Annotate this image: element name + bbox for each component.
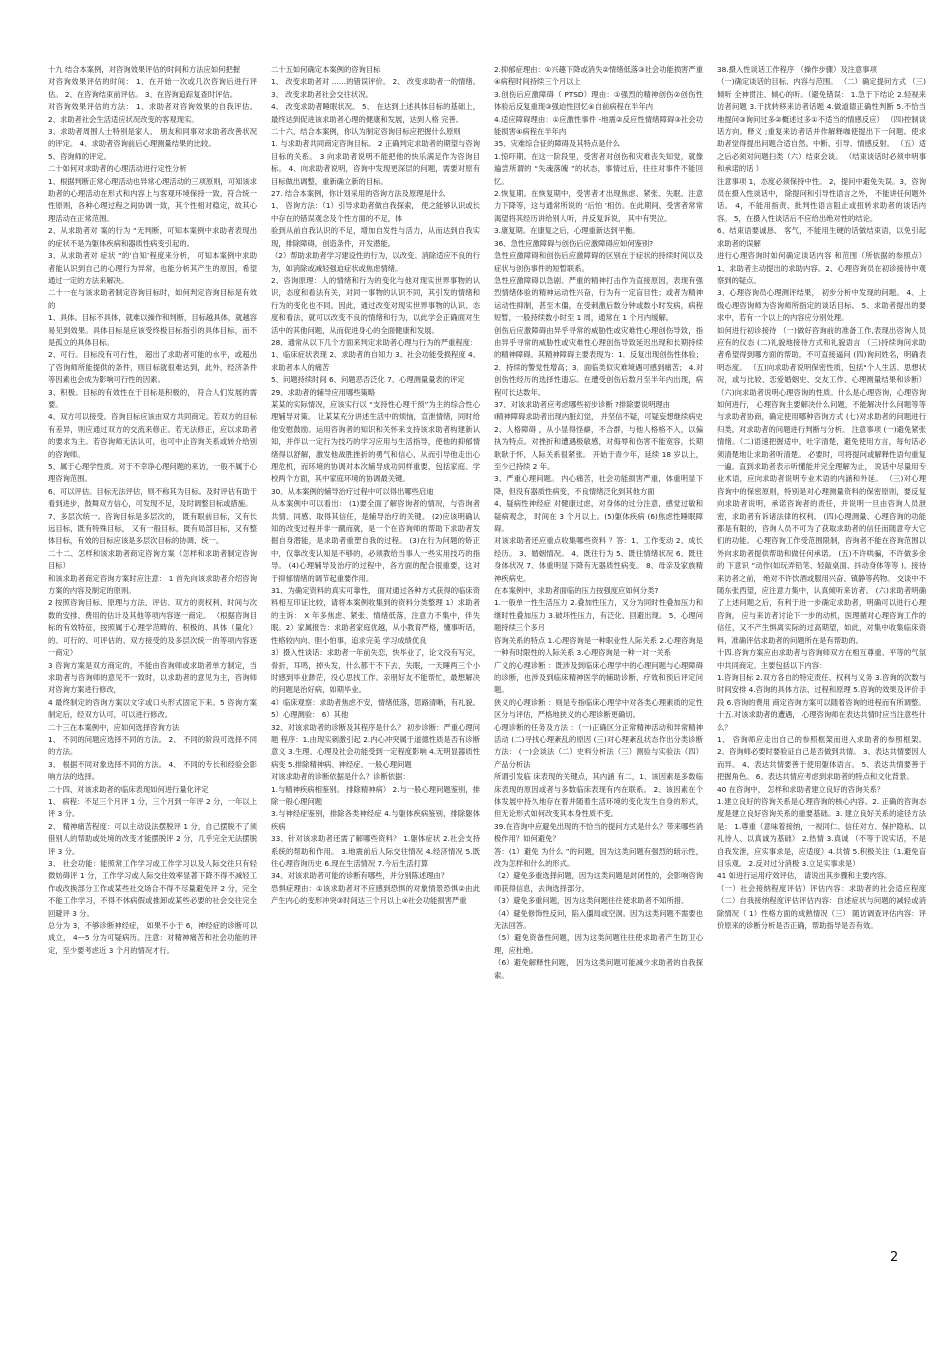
paragraph: 1、具体。目标不具体，就难以操作和判断，目标越具体，就越容易见到效果。具体目标是应该受终极目标指引的具体目标，而不是孤立的具体目标。 bbox=[48, 313, 257, 347]
paragraph: 32、对该求助者的诊断及其程序是什么？ 初步诊断：严重心理问题 程序：1.由现实刺激引起 2.内心冲突属于道德性质是否有诊断意义 3.生理、心理及社会功能受到一定程度影响 4.无明显器质性病变 5.排除精神病、神经症、一般心理问题 bbox=[271, 722, 480, 769]
text-column-4 bbox=[717, 64, 926, 1264]
paragraph: 30、从本案例的辅导治疗过程中可以得出哪些启迪 bbox=[271, 486, 434, 496]
paragraph: 广义的心理诊断 ：既涉及到临床心理学中的心理问题与心理障碍的诊断，也涉及到临床精神医学的辅助诊断，疗效和预后评定问题。 bbox=[494, 660, 703, 695]
paragraph: 2、从求助者对 案的行为 “无判断，可知本案例中求助者表现出的症状不是为躯体疾病和器质性病变引起的。 bbox=[48, 226, 257, 248]
paragraph: 所谓引发临 床表现的关键点，其内涵 有二，1、该因素是多数临床表现的原因或者与多数临床表现有内在联系。 2、该因素在个体发展中持久地存在着并随着生活环境的变化发生自身的形式，但无论形式如何改变其本身性质不变。 bbox=[494, 772, 703, 819]
paragraph: 某某的实际情况，应该实行以 “支持性心理干预”为主的综合性心理辅导对策。 让某某充分讲述生活中的烦恼，宣泄情绪，同时给他安慰鼓励。运用咨询者的知识和关怀来支持该求助者构建新认知，并伴以一定行为技巧的学习应用与生活指导，使他的抑郁情绪得以舒解，激发他战胜挫折的勇气和信心，从而引导他走出心理危机，而环境的协调对本次辅导成功同样重要，包括家庭、学校两个方面，其中家庭环境的协调最关键。 bbox=[271, 399, 480, 484]
text-column-1 bbox=[48, 64, 257, 1264]
paragraph: 41 如进行运用疗效评估， 请说出其步骤和主要内容。 bbox=[717, 871, 892, 881]
paragraph: 6、可以评估。目标无法评估，则不称其为目标。及时评估有助于看到进步，鼓舞双方信心，可发现不足，及时调整目标或措施。 bbox=[48, 486, 257, 509]
paragraph: 和该求助者商定咨询方案时应注意： 1 首先向该求助者介绍咨询方案的内容及制定的原则。 bbox=[48, 573, 257, 596]
paragraph: 3、从求助者对 症状 “的‘自知’程度来分析， 可知本案例中求助者能认识到自己的心理行为异常，也能分析其产生的原因，希望通过一定的方法来解决。 bbox=[48, 251, 257, 285]
paragraph: 3、心理咨询员心理测评结果， 初步分析中发现的问题。 4、上级心理咨询师为咨询师所指定的谈话目标。 5、求助者提出的要求中，若有一个以上的内容应分别处理。 bbox=[717, 288, 926, 323]
paragraph: 27. 结合本案例，你计划采用的咨询方法及原理是什么 bbox=[271, 189, 446, 199]
document-page bbox=[48, 64, 928, 1264]
paragraph: 1.一般单一性生活压力 2.叠加性压力，又分为同时性叠加压力和继时性叠加压力 3.破坏性压力，有泛化、回避出现。 5、心理问题持续三个多月 bbox=[494, 598, 703, 633]
paragraph: 2 按照咨询目标、原理与方法、评估、双方的责权利、时间与次数的安排、费用的估计及其他等项内容逐一商定。 （根据咨询目标的有效特征，按照属于心理学范畴的、积极的、具体（量化）的、可行的、可评估的、双方接受的及多层次统一的等项内容逐一商定） bbox=[48, 598, 257, 658]
paragraph: 从本案例中可以看出： (1)要全面了解咨询者的情况，与咨询者共情、同感、取得其信任，是辅导治疗的关键。 (2)应该明确认知的改变过程并非一蹴而就，是一个在咨询师的帮助下求助者发掘自身潜能，是求助者重塑自我的过程。 (3)在行为问题的矫正中，仅靠改变认知是不够的，必须教给当事人一些实用技巧的指导。 (4)心理辅导及治疗的过程中，各方面的配合很重要，这对于抑郁情绪的调节起重要作用。 bbox=[271, 499, 480, 583]
paragraph: 3、求助者周围人士特别是家人、 朋友和同事对求助者改善状况的评定。 4、求助者咨询前后心理测量结果的比较。 bbox=[48, 127, 257, 149]
paragraph: 狭义的心理诊断 ：则是专指临床心理学中对各类心理素质的定性区分与评估，严格地狭义的心理诊断更确切。 bbox=[494, 697, 703, 720]
paragraph: 2、咨询原理：人的情绪和行为的变化与他对现实世界事物的认识，态度和看法有关，对同一事物的认识不同，其引发的情绪和行为的变化也不同。因此，通过改变对现实世界事物的认识、态度和看法，就可以改变不良的情绪和行为，以此学会正确面对生活中的其他问题，从而促进身心的全面健康和发展。 bbox=[271, 275, 480, 335]
paragraph: 2、人格障碍 ，从小显得怪癖，不合群，与他人格格不入，以偏执为特点。对挫折和遭遇极敏感，对侮辱和伤害不能宽容，长期耿耿于怀，人际关系很紧张。 开始于青少年，延续 18 岁以上，至少已持续 2 年。 bbox=[494, 424, 703, 471]
paragraph: 十五.对该求助者的遭遇， 心理咨询师在表达共情时应当注意些什么？ bbox=[717, 710, 926, 732]
paragraph: 3 咨询方案是双方商定的，不能由咨询师或求助者单方制定，当求助者与咨询师的意见不一致时，以求助者的意见为主，咨询师对咨询方案进行修改， bbox=[48, 660, 257, 695]
paragraph: 33、针对该求助者还需了解哪些资料？ 1.躯体症状 2.社会支持系统的帮助和作用。 3.地震前后人际交往情况 4.经济情况 5.既往心理咨询历史 6.现在生活情况 7.今后生活打算 bbox=[271, 834, 480, 868]
paragraph: 7、多层次统一。咨询目标是多层次的， 既有眼前目标，又有长远目标，既有特殊目标， 又有一般目标，既有局部目标，又有整体目标，有效的目标应该是多层次目标的协调、统一。 bbox=[48, 511, 257, 546]
text-column-3 bbox=[494, 64, 703, 1264]
paragraph: 38.摄入性谈话工作程序 （操作步骤）及注意事项 bbox=[717, 65, 877, 74]
paragraph: 1. 与求助者共同商定咨询目标。 2 正确判定求助者的期望与咨询目标的关系。 3 向求助者说明不能把他的快乐满足作为咨询目标。 4、向求助者说明，咨询中发现更深层的问题，需要对原有目标做出调整，重新确立新的目标。 bbox=[271, 139, 480, 186]
paragraph: 4.适应障碍理由：①应激性事件 -地震②反应性情绪障碍③社会功能损害④病程在半年内 bbox=[494, 114, 703, 137]
paragraph: 二十三在本案例中，应如何选择咨询方法 bbox=[48, 722, 180, 732]
paragraph: 二十四、对该求助者的临床表现如何进行量化评定 bbox=[48, 784, 209, 794]
paragraph: 1、根据判断正常心理活动也异常心理活动的三项原则，可知该求助者的心理活动在形式和内容上与客观环境保持一致，符合统一性原则，各种心理过程之间协调一致，其个性相对稳定，故其心理活动在正常范围。 bbox=[48, 176, 257, 223]
paragraph: 创伤后应激障碍由异乎寻常的威胁性或灾难性心理创伤导致，指由异乎寻常的威胁性或灾难性心理创伤导致延迟出现和长期持续的精神障碍。其精神障碍主要表现为：1．反复出现创伤性体验；2．持续的警觉性增高；3．面临类似灾难境遇可感到痛苦； 4.对创伤性经历的选择性遗忘。在遭受创伤后数月至半年内出现，病程可长达数年。 bbox=[494, 325, 703, 397]
paragraph: （6）避免解释性问题， 因为这类问题可能减少求助者的自我探索。 bbox=[494, 958, 703, 980]
paragraph: 3）摄入性谈话：求助者一年前失恋，快毕业了，论文没有写完，骨折，耳鸣，掉头发，什么都干不下去，失眠，一天睡两三个小时感到毕业渺茫，没心思找工作。亲朋好友不能帮忙，最想解决的问题是治好病，如期毕业。 bbox=[271, 648, 480, 695]
paragraph: 3、积极。目标的有效性在于目标是积极的， 符合人们发展的需要。 bbox=[48, 387, 257, 409]
paragraph: 十九 结合本案例，对咨询效果评估的时间和方法应如何把握 bbox=[48, 65, 241, 74]
paragraph: 5、咨询师的评定。 bbox=[48, 151, 112, 161]
paragraph: 二十二、怎样和该求助者商定咨询方案（怎样和求助者制定咨询目标） bbox=[48, 548, 257, 571]
paragraph: 39.在咨询中应避免出现的不恰当的提问方式是什么？带来哪些消极作用？如何避免？ bbox=[494, 821, 703, 844]
paragraph: 1、临床症状表现 2、求助者的自知力 3、社会功能受损程度 4、求助者本人的痛苦 bbox=[271, 350, 480, 372]
paragraph: 3、 根据不同对象选择不同的方法。 4、 不同的专长和经验会影响方法的选择。 bbox=[48, 759, 257, 782]
paragraph: 4、 改变求助者睡眠状况。 5、 在达到上述具体目标的基础上，最终达到促进该求助者心理的健康和发展，达到人格 完善。 bbox=[271, 102, 480, 124]
paragraph: （一）社会接纳程度评估）评估内容：求助者的社会适应程度（二）自我接纳程度评估评估内容：自述症状与问题的减轻或消除情况（ 1）性格方面的成熟情况（三） 随访调查评估内容：评价原来的诊断分析是否正确，帮助指导是否有效。 bbox=[717, 883, 926, 931]
paragraph: 注意事项 1，态度必须保持中性。 2，提问中避免失误。3，咨询员在摄入性谈话中， 除提问和引导性语言之外， 不能讲任何题外话。 4，不能用指责、批判性语言阻止或扭转求助者的谈话内容。 5，在摄入性谈话后不应给出绝对性的结论。 bbox=[717, 176, 926, 223]
paragraph: 4 最终制定的咨询方案以文字或口头形式固定下来。5 咨询方案制定后，经双方认可，可以进行修改。 bbox=[48, 697, 257, 720]
paragraph: 1、 病程：不足三个月评 1 分，三个月到一年评 2 分，一年以上评 3 分。 bbox=[48, 796, 257, 819]
paragraph: 在本案例中，求助者面临的压力按强度应如何分类? bbox=[494, 586, 659, 596]
paragraph: 二十如何对求助者的心理活动进行定性分析 bbox=[48, 164, 187, 174]
paragraph: 1、 咨询方法：（1）引导求助者做自我探索， 使之能够认识或长中存在的错误观念及个性方面的不足，体 bbox=[271, 201, 480, 223]
paragraph: （一)确定谈话的目标、内容与范围。 （二）确定提问方式 （三)倾听 全神贯注、倾心的听。（避免错误： 1.急于下结论 2.轻视来访者问题 3.干扰转移来访者话题 4.做道德正确性判断 5.不恰当地提问③询问过多②概述过多①不适当的情感反应） （四)控制谈话方向。释义 ;重复来访者话并作解释咖使提出下一问题。使求助者觉得提出问题合适自然。中断、引导、情感反射。 （五）适之后必须对问题扫类（六）结束会谈。 （结束谈话时必须申明事和承诺的话 ） bbox=[717, 77, 926, 174]
paragraph: 3、严重心理问题。 内心痛苦，社会功能损害严重，体重明显下降，但没有器质性病变，不良情绪泛化到其他方面 bbox=[494, 474, 703, 496]
paragraph: （3）避免多重问题，因为这类问题往往使求助者不知所措。 bbox=[494, 896, 689, 906]
paragraph: 对该求助者还应重点收集哪些资料 ？答：1、工作变动 2、成长经历。 3、婚姻情况。 4、既往行为 5、既往情绪状况 6、既往身体状况 7、体重明显下降有无器质性病变。 8、母亲及家族精神疾病史。 bbox=[494, 536, 703, 583]
paragraph: 二十六、结合本案例，你认为制定咨询目标应把握什么原则 bbox=[271, 127, 461, 137]
paragraph: （2）避免多重选择问题，因为这类问题是封闭性的，会影响咨询师获得信息，去询选择部分。 bbox=[494, 871, 703, 893]
paragraph: 4、双方可以接受。咨询目标应该由双方共同商定。若双方的目标有差异，则应通过双方的交流来修正。若无法修正，应以求助者的要求为主。若咨询师无法认可，也可中止咨询关系或转介给别的咨询师。 bbox=[48, 412, 257, 459]
paragraph: （2）帮助求助者学习建设性的行为，以改变、消除适应不良的行为，如消除或减轻强迫症状或焦虑情绪。 bbox=[271, 251, 480, 273]
paragraph: 验到从前自我认识的不足，增加自发性与活力，从而达到自我实现，排除障碍，创造条件，开发潜能。 bbox=[271, 226, 480, 248]
paragraph: 4）临床观察：求助者焦虑不安，情绪低落，思路清晰，有礼貌。 bbox=[271, 697, 480, 707]
paragraph: 1.建立良好的咨询关系是心理咨询的核心内容。2. 正确的咨询态度是建立良好咨询关系的重要基础。3. 建立良好关系的途径方法是： 1.尊重（意味着接纳，一视同仁、信任对方、保护隐私、以礼待人、以真诚为基础） 2.热情 3.真诚 （不等于说实话，不是自我发泄，应实事求是，应适度）4.共情 5.积极关注（1.避免盲目乐观。 2.反对过分消极 3.立足实事求是） bbox=[717, 796, 926, 868]
paragraph: 1.与精神疾病相鉴别。 排除精神病） 2.与一般心理问题鉴别，排除一般心理问题 bbox=[271, 784, 480, 806]
paragraph: 咨询关系的特点 1.心理咨询是一种职业性人际关系 2.心理咨询是一种有时限性的人际关系 3.心理咨询是一种一对一关系 bbox=[494, 635, 703, 658]
paragraph: 1.咨询目标 2.双方各自的特定责任、权利与义务 3.咨询的次数与时间安排 4.咨询的具体方法、过程和原理 5.咨询的效果及评价手段 6.咨询的费用 商定咨询方案可以随着咨询的进程而有所调整。 bbox=[717, 672, 926, 707]
paragraph: 29、求助者的辅导应用哪些策略 bbox=[271, 387, 376, 397]
paragraph: 40 在咨询中， 怎样和求助者建立良好的咨询关系？ bbox=[717, 784, 885, 794]
paragraph: 总分为 3，不够诊断神经症， 如果不小于 6，神经症的诊断可以成立， 4—5 分为可疑病历。注意：对精神痛苦和社会功能的评定，至少要考虑近 3 个月的情况才行。 bbox=[48, 921, 257, 955]
paragraph: 二十一在与该求助者制定咨询目标时，如何判定咨询目标是有效的 bbox=[48, 288, 257, 310]
paragraph: 3、 社会功能：能照常工作学习或工作学习以及人际交往只有轻微妨碍评 1 分，工作学习或人际交往效率显著下降不得不减轻工作或改换部分工作或某些社交场合不得不尽量避免评 2 分，完全不能工作学习，不得不休病假或推卸或某些必要的社会交往完全回避评 3 分。 bbox=[48, 859, 257, 918]
paragraph: 急性应激障碍和创伤后应激障碍的区别在于症状的持续时间以及症状与创伤事件的短暂联系。 bbox=[494, 251, 703, 273]
paragraph: 2.恢复期。在恢复期中，受害者才出现焦虑、紧张、失眠、注意力下降等，这与通常所说的 ‘后怕 ’相仿。在此期间，受害者常常渴望将其经历讲给别人听，并反复诉说， 其中有哭泣。 bbox=[494, 189, 703, 223]
paragraph: 2.抑郁症理由：①兴趣下降或消失②情绪低落③社会功能损害严重④病程时间持续三个月以上 bbox=[494, 65, 703, 87]
paragraph: 2、 精神痛苦程度：可以主动设法摆脱评 1 分，自己摆脱不了须借别人的帮助或处境的改变才能摆脱评 2 分，几乎完全无法摆脱评 3 分。 bbox=[48, 821, 257, 856]
paragraph: 恐惧症理由：①该求助者对不应感到恐惧的对象情景恐惧②由此产生内心的变形冲突③时间达三个月以上④社会功能损害严重 bbox=[271, 883, 480, 906]
paragraph: 5、属于心理学性质。对于不幸诤心理问题的来访，一般不属于心理咨询范围。 bbox=[48, 462, 257, 484]
paragraph: 36、急性应激障碍与创伤后应激障碍应如何鉴别? bbox=[494, 238, 654, 248]
paragraph: 28、通常从以下几个方面来判定求助者心理与行为的严重程度： bbox=[271, 337, 478, 347]
paragraph: （4）避免修饰性反问，陷入僵局或空洞。因为这类问题不需要也无法回答。 bbox=[494, 908, 703, 931]
paragraph: 进行心理咨询时如何确定谈话内容 和范围（所依据的参照点） 1、求助者主动提出的求助内容。2、心理咨询员在初诊接待中观察到的疑点。 bbox=[717, 251, 926, 285]
paragraph: 1、 改变求助者对 ……的错误评价。 2、 改变求助者一的情绪。 3、 改变求助者社会交往状况。 bbox=[271, 77, 480, 99]
paragraph: 对咨询效果评估的方法： 1、求助者对咨询效果的自我评估。 2、求助者社会生活适应状况改变的客观现实。 bbox=[48, 102, 257, 124]
paragraph: 如何进行初诊接待 （一)做好咨询前的准备工作,表现出咨询人员应有的仪态 (二)礼貌地接待方式和礼貌语言 （三)持续询问求助者希望得到哪方面的帮助，不可直接逼问 (四)询问姓名，明确表明态度。 （五)向求助者说明保密性质，包括"个人生活、思想状况，或与比较、恋爱婚姻史、交友工作、心理测量结果和诊断） （六)向求助者说明心理咨询的性质。什么是心理咨询，心理咨询如何进行， 心理咨询主要解决什么问题，不能解决什么问题等等与求助者协商，确定使用哪种咨询方式 (七)对求助者的问题进行归类。对求助者的问题进行判断与分析。 注意事项 (一)避免紧张情绪。（二)语速把握适中，吐字清楚，避免使用方言，每句话必须清楚地让求助者听清楚。 必要时，可将提问或解释性语句重复一遍。直到求助者表示听懂能并完全理解为止， 说话中尽量用专业术语，应向求助者说明专业术语的内涵和外延。 （三)对心理咨询中的保密原则，特别是对心理测量资料的保密原则，要反复向求助者说明，承诺咨询者的责任，并说明一旦由咨询人员泄密，求助者有诉诸法律的权利。 (四)心理测量、心理咨询的功能都是有限的，咨询人员不可为了获取求助者的信任而随意夸大它们的功能。 心理咨询工作受范围限制，咨询者不能在咨询范围以外向求助者提供帮助和做任何承诺。 (五)不许哄骗，不许做多余的 下意识 ”动作(如玩弄铅笔、轻敲桌面、抖动身体等等 )。接待来访者之前， 绝对不许饮酒或服用兴奋、镇静等药物。 交谈中不随东张西望，应注意力集中，认真倾听来访者。 (六)求助者明确了上述问题之后，有利于进一步确定求助者，明确可以进行心理咨询， 应与来访者讨论下一步的动机，医理循对心理咨询工作的信任，又不产生惧离实际的过高期望，如此，对集中收集临床资料，准确评估求助者的问题所在是有帮助的。 bbox=[717, 325, 926, 645]
paragraph: 对咨询效果评估的时间： 1、在开始一次或几次咨询后进行评估。 2、在咨询结束前评估。 3、在咨询追踪复查时评估。 bbox=[48, 77, 257, 99]
paragraph: 十四.咨询方案应由求助者与咨询师双方在相互尊重、平等的气氛中共同商定。主要包括以下内容： bbox=[717, 648, 926, 670]
paragraph: 2、可行。目标没有可行性， 超出了求助者可能的水平，或超出了咨询师所能提供的条件，则目标就很难达到，此外，经济条件等因素也会成为影响可行性的因素。 bbox=[48, 350, 257, 385]
paragraph: （5）避免资备性问题，因为这类问题往往使求助者产生防卫心理，应杜绝。 bbox=[494, 933, 703, 955]
paragraph: 3.与神经症鉴别，排除各类神经症 4.与躯体疾病鉴别，排除躯体疾病 bbox=[271, 809, 480, 831]
paragraph: 35、灾难综合征的障碍及其特点是什么 bbox=[494, 139, 621, 149]
paragraph: 3.创伤后应激障碍（ PTSD）理由：①强烈的精神创伤②创伤性体验后反复重现③强迫性回忆④自前病程在半年内 bbox=[494, 89, 703, 112]
paragraph: 急性应激障碍以急剧、严重的精神打击作为直接原因，表现有强烈情绪体验的精神运动性兴奋，行为有一定盲目性；或者为精神运动性抑制，甚至木僵，在受刺激后数分钟或数小时发病，病程短暂，一般持续数小时至 1 周，通常在 1 个月内缓解。 bbox=[494, 275, 703, 323]
paragraph: 34、对该求助者可能的诊断有哪些，并分别陈述理由？ bbox=[271, 871, 449, 881]
paragraph: 4、疑病性神经症 对健康过虑，对身体的过分注意，感觉过敏和疑病观念， 时间在 3 个月以上。(5)躯体疾病 (6)焦虑性睡眠障碍。 bbox=[494, 499, 703, 534]
paragraph: 3.康复期。在康复之后，心理重新达到平衡。 bbox=[494, 226, 640, 236]
paragraph: 1.惊吓期。在这一阶段里，受害者对创伤和灾难丧失知觉，就像遍尝所谓的 “失魂落魄 ”的状态，事情过后，往往对事件不能回忆。 bbox=[494, 151, 703, 186]
paragraph: 1、 不同的问题应选择不同的方法。 2、 不同的阶段可选择不同的方法。 bbox=[48, 734, 257, 757]
paragraph: Ⅰ精神障碍求助者出现内脏幻觉， 并坚信不疑，可疑妄想继续病史 bbox=[494, 412, 703, 422]
paragraph: 31、为确定资料的真实可靠性， 面对通过各种方式获得的临床资料相互印证比较，请将本案例收集到的资料分类整理 1）求助者的主诉： X 年多焦虑、紧张、情绪低落，注意力不集中，伴失眠。2）家属报告：求助者家庭优越，从小教育严格，懂事听话，性格较内向、胆小怕事，追求完美 学习成绩优良 bbox=[271, 586, 480, 645]
paragraph: 37、对该求助者应考虑哪些初步诊断 ?排除要说明理由 bbox=[494, 399, 671, 409]
page-number: 2 bbox=[890, 1250, 899, 1265]
paragraph: 5）心理测验： 6）其他 bbox=[271, 710, 349, 720]
paragraph: 对该求助者的诊断依据是什么？诊断依据： bbox=[271, 772, 410, 782]
paragraph: 二十五如何确定本案例的咨询目标 bbox=[271, 65, 381, 74]
paragraph: 1、 咨询师应走出自己的参照框架而进入求助者的参照框架。 2、咨询师必要时要验证自己是否做到共情。 3、表达共情要因人而异。 4、表达共情要善于使用躯体语言。 5、表达共情要善于把握角色。 6、表达共情应考虑到求助者的特点和文化背景。 bbox=[717, 734, 926, 782]
text-column-2 bbox=[271, 64, 480, 1264]
paragraph: 答：(1）避免 为什么 ”的问题，因为这类问题有强烈的暗示性，改为怎样和什么的形式。 bbox=[494, 846, 703, 868]
paragraph: 5、问题持续时间 6、问题恶否泛化 7、心理测量量表的评定 bbox=[271, 375, 465, 385]
paragraph: 6、结束语要诚恳、 客气，不能用生硬的话做结束语，以免引起求助者的误解 bbox=[717, 226, 926, 248]
paragraph: 心理诊断的任务及方法 ：（一)正确区分正常精神活动和异常精神活动 (二)寻找心理紊乱的原因 (三)对心理紊乱状态作出分类诊断 方法： (一)会谈法（二）史料分析法（三）测验与实验法（四）产品分析法 bbox=[494, 722, 703, 769]
